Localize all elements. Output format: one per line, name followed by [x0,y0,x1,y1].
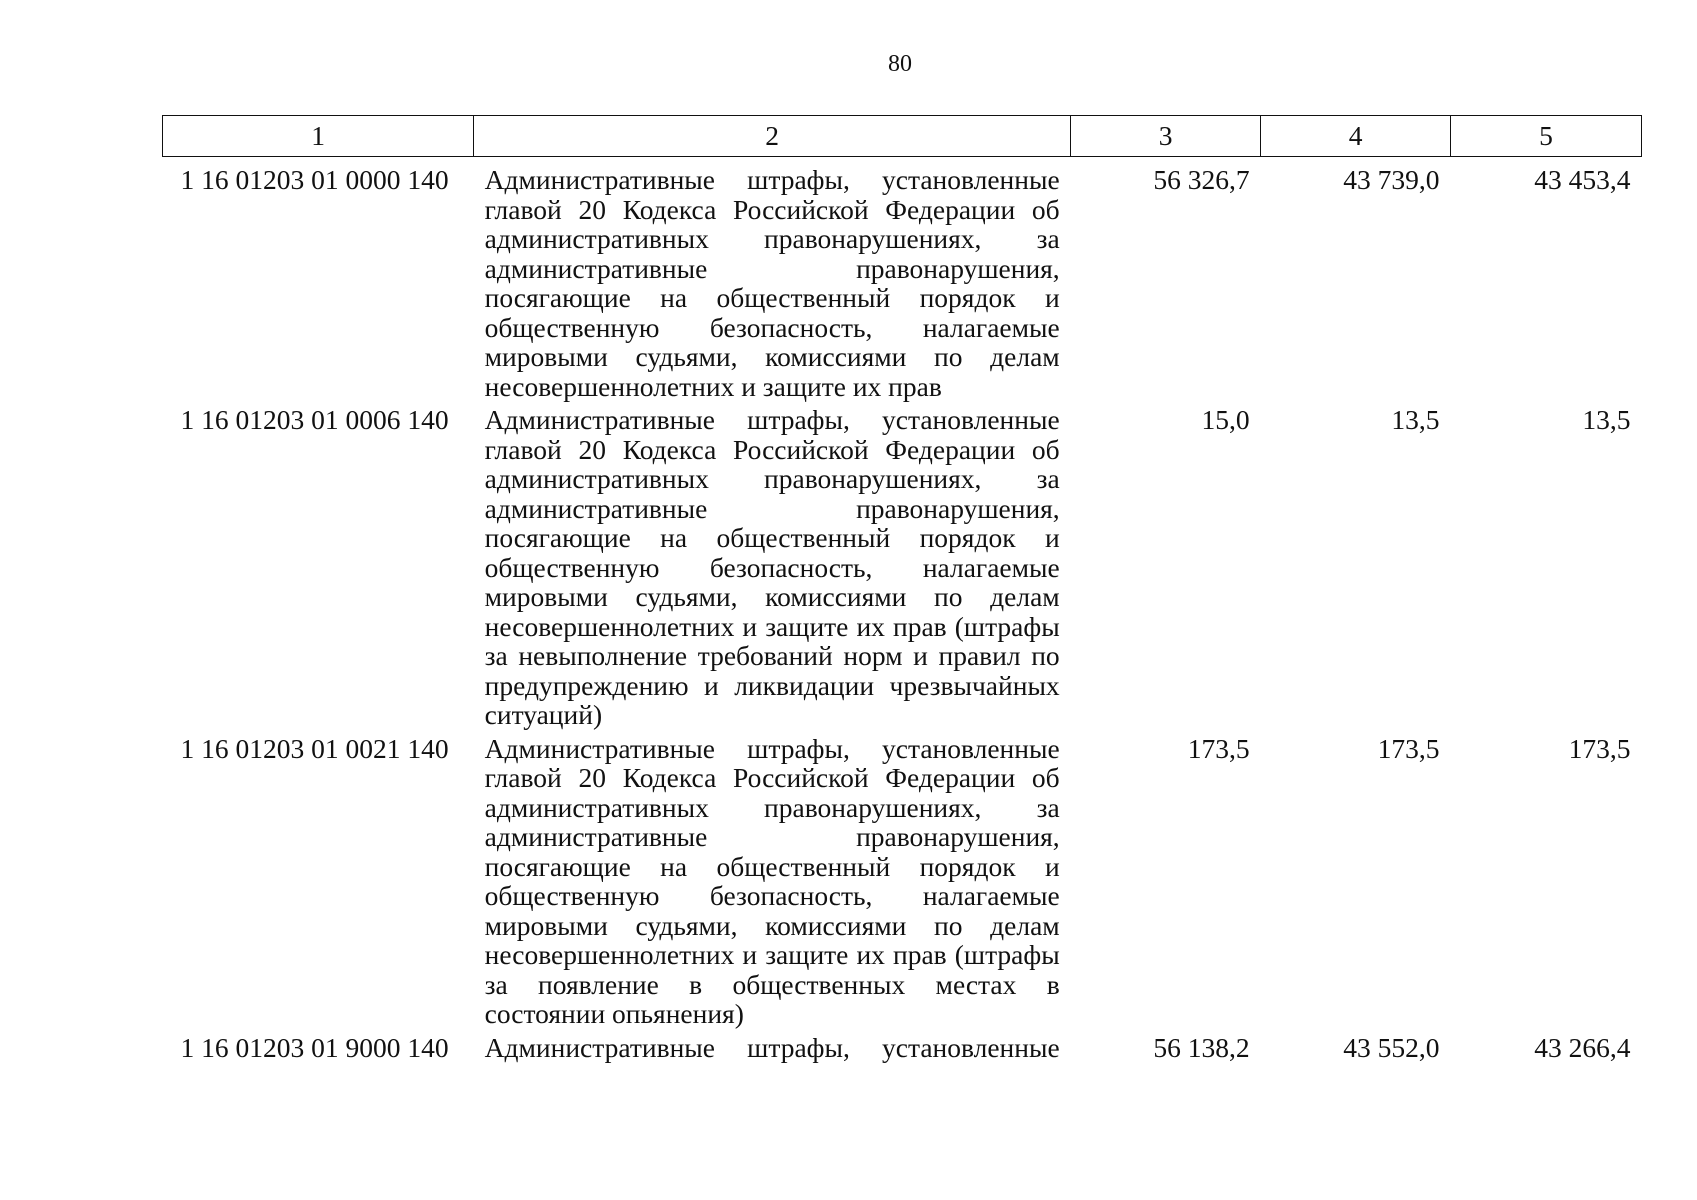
value-col5: 13,5 [1582,404,1631,435]
table-header-row [163,116,1642,157]
table-row [163,405,1642,734]
value-col5: 43 453,4 [1534,164,1631,195]
value-col3: 15,0 [1201,404,1250,435]
column-header-1: 1 [163,116,474,157]
value-col4: 173,5 [1377,732,1440,764]
budget-code: 1 16 01203 01 0021 140 [180,732,449,764]
value-col4: 43 739,0 [1343,164,1440,195]
column-header-4: 4 [1261,116,1451,157]
value-col3: 173,5 [1187,732,1250,764]
page-number: 80 [888,51,912,77]
value-col5: 173,5 [1568,732,1631,764]
revenue-description: Административные штрафы, установленные главой 20 Кодекса Российской Федерации об административных правонарушениях, за административные правонарушения, посягающие на общественный порядок и общественную безопасность, налагаемые мировыми судьями, комиссиями по делам несовершеннолетних и защите их прав (штрафы за невыполнение требований норм и правил по предупреждению и ликвидации чрезвычайных ситуаций) [484,404,1060,730]
value-col3: 56 326,7 [1153,164,1250,195]
table-row [163,1033,1642,1067]
revenue-description: Административные штрафы, установленные главой 20 Кодекса Российской Федерации об административных правонарушениях, за административные правонарушения, посягающие на общественный порядок и общественную безопасность, налагаемые мировыми судьями, комиссиями по делам несовершеннолетних и защите их прав [484,164,1060,402]
value-col3: 56 138,2 [1153,1031,1250,1063]
revenue-description: Административные штрафы, установленные [484,1031,1060,1063]
table-row [163,734,1642,1033]
column-header-3: 3 [1071,116,1261,157]
revenue-description: Административные штрафы, установленные главой 20 Кодекса Российской Федерации об административных правонарушениях, за административные правонарушения, посягающие на общественный порядок и общественную безопасность, налагаемые мировыми судьями, комиссиями по делам несовершеннолетних и защите их прав (штрафы за появление в общественных местах в состоянии опьянения) [484,732,1060,1029]
budget-code: 1 16 01203 01 0006 140 [180,404,449,435]
table-row [163,157,1642,406]
value-col5: 43 266,4 [1534,1031,1631,1063]
budget-code: 1 16 01203 01 0000 140 [180,164,449,195]
value-col4: 43 552,0 [1343,1031,1440,1063]
value-col4: 13,5 [1391,404,1440,435]
column-header-2: 2 [474,116,1071,157]
budget-code: 1 16 01203 01 9000 140 [180,1031,449,1063]
budget-table [162,115,1642,1066]
column-header-5: 5 [1451,116,1642,157]
